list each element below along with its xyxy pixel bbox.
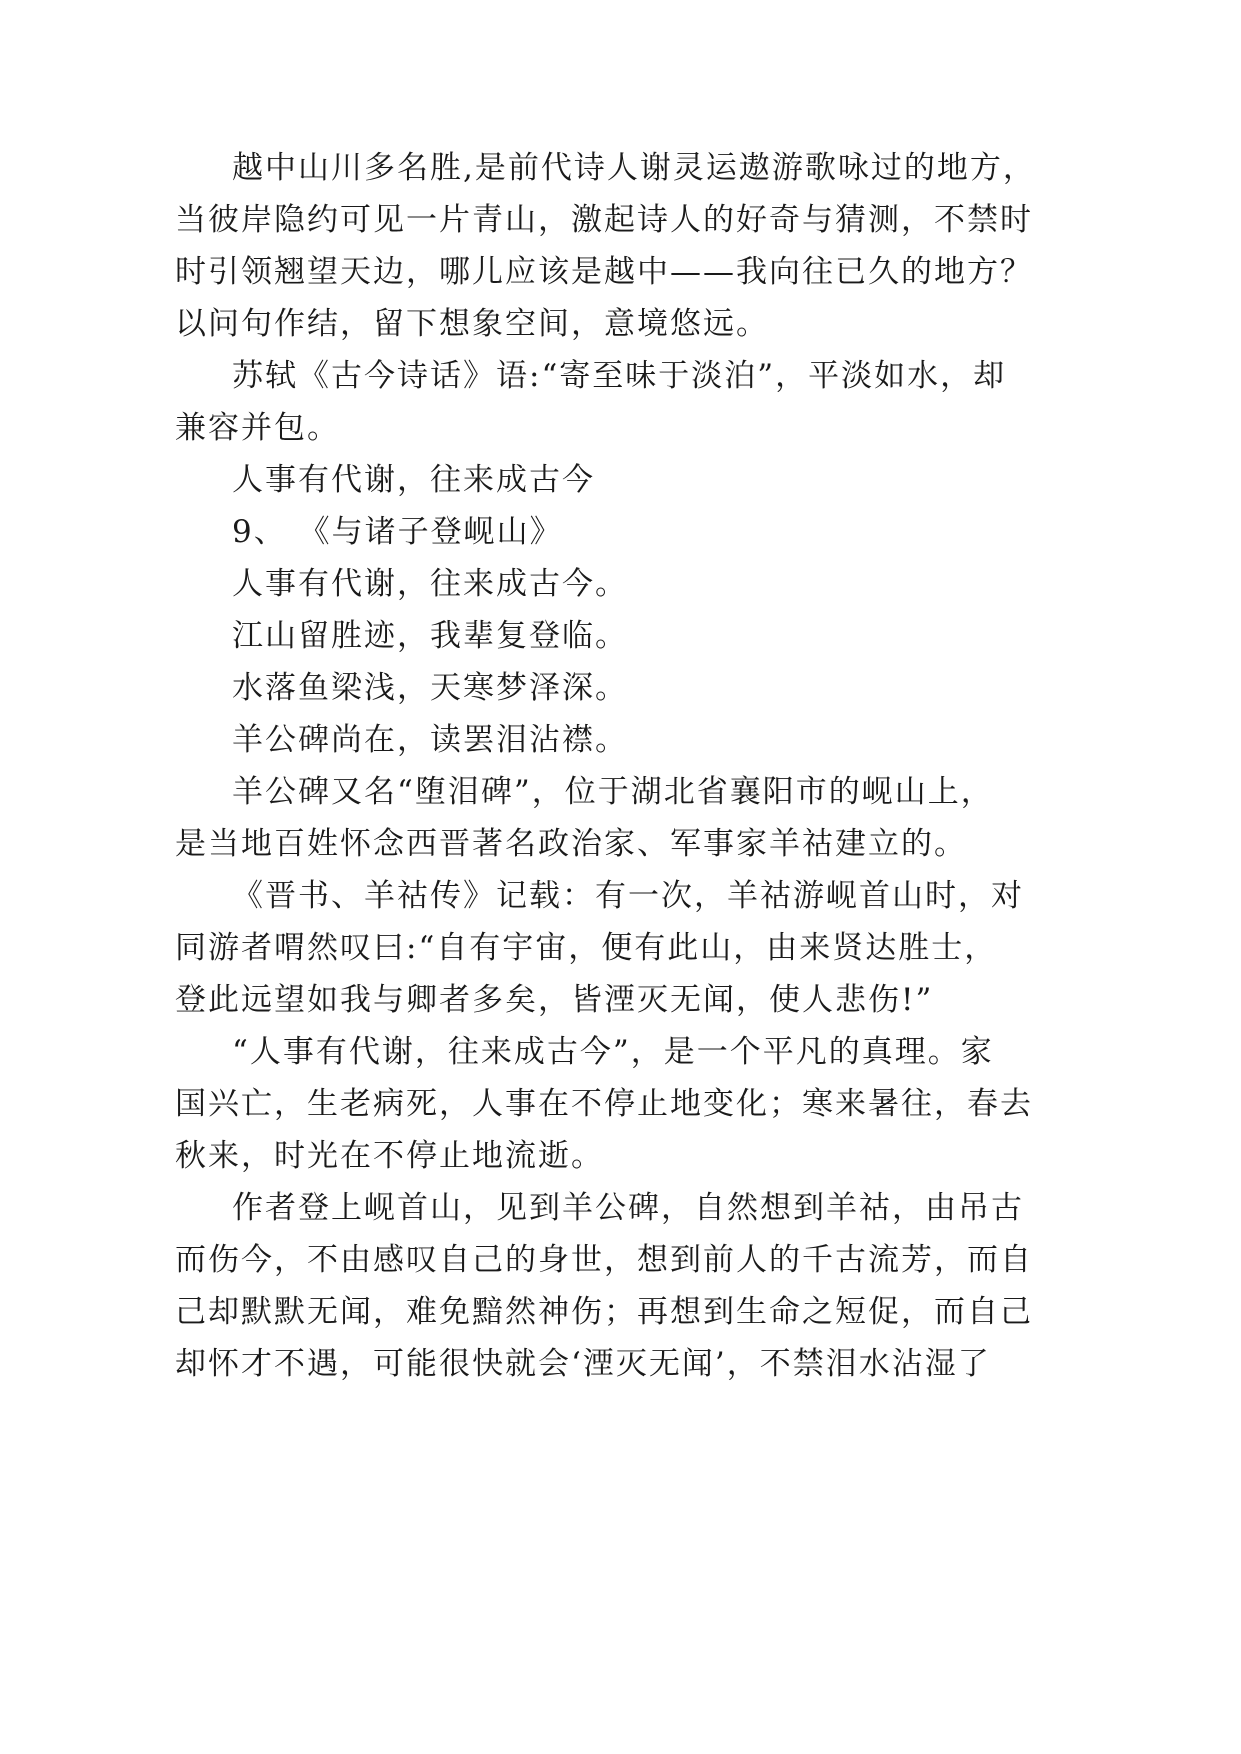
text-line: 兼容并包。 (175, 410, 340, 446)
text-line: 苏轼《古今诗话》语:“寄至味于淡泊”，平淡如水，却 (232, 358, 1007, 394)
text-line: 当彼岸隐约可见一片青山，激起诗人的好奇与猜测，不禁时 (175, 202, 1033, 238)
text-line: 江山留胜迹，我辈复登临。 (232, 618, 628, 654)
text-line: 9、 《与诸子登岘山》 (232, 514, 563, 550)
text-line: 是当地百姓怀念西晋著名政治家、军事家羊祜建立的。 (175, 826, 967, 862)
text-line: 却怀才不遇，可能很快就会‘湮灭无闻’，不禁泪水沾湿了 (175, 1346, 991, 1382)
text-line: 国兴亡，生老病死，人事在不停止地变化；寒来暑往，春去 (175, 1086, 1033, 1122)
text-line: 己却默默无闻，难免黯然神伤；再想到生命之短促，而自己 (175, 1294, 1033, 1330)
text-line: 羊公碑又名“堕泪碑”，位于湖北省襄阳市的岘山上， (232, 774, 994, 810)
text-line: 以问句作结，留下想象空间，意境悠远。 (175, 306, 769, 342)
text-line: 越中山川多名胜,是前代诗人谢灵运遨游歌咏过的地方， (232, 150, 1036, 186)
text-line: 人事有代谢，往来成古今 (232, 462, 595, 498)
text-line: 人事有代谢，往来成古今。 (232, 566, 628, 602)
text-line: “人事有代谢，往来成古今”，是一个平凡的真理。家 (232, 1034, 994, 1070)
text-line: 秋来，时光在不停止地流逝。 (175, 1138, 604, 1174)
text-line: 同游者喟然叹曰:“自有宇宙，便有此山，由来贤达胜士， (175, 930, 998, 966)
text-line: 登此远望如我与卿者多矣，皆湮灭无闻，使人悲伤!” (175, 982, 934, 1018)
text-line: 《晋书、羊祜传》记载：有一次，羊祜游岘首山时，对 (232, 878, 1024, 914)
text-line: 水落鱼梁浅，天寒梦泽深。 (232, 670, 628, 706)
text-line: 时引领翘望天边，哪儿应该是越中——我向往已久的地方？ (175, 254, 1033, 290)
text-line: 作者登上岘首山，见到羊公碑，自然想到羊祜，由吊古 (232, 1190, 1024, 1226)
text-line: 而伤今，不由感叹自己的身世，想到前人的千古流芳，而自 (175, 1242, 1033, 1278)
text-line: 羊公碑尚在，读罢泪沾襟。 (232, 722, 628, 758)
